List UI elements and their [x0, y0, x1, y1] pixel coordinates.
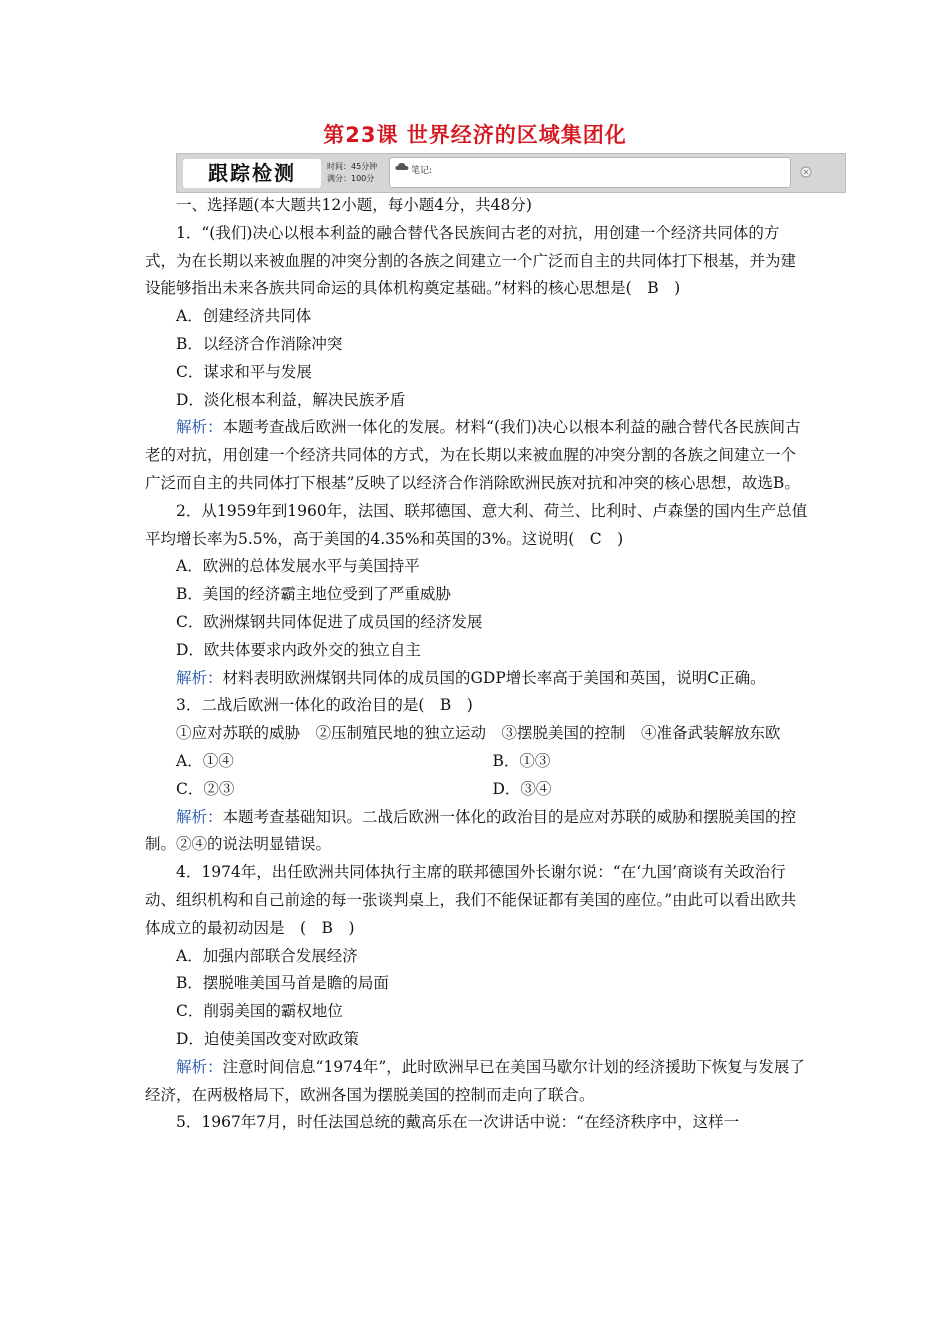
option-c: C．谋求和平与发展 — [176, 362, 312, 381]
option-a: A．欧洲的总体发展水平与美国持平 — [176, 557, 420, 576]
page-title: 第23课 世界经济的区域集团化 — [323, 123, 627, 147]
section-heading: 一、选择题(本大题共12小题，每小题4分，共48分) — [176, 196, 532, 214]
notes-box[interactable] — [389, 157, 791, 188]
analysis — [145, 804, 809, 860]
banner-meta — [327, 161, 377, 185]
option-d: D．欧共体要求内政外交的独立自主 — [176, 640, 421, 659]
option-a: A．创建经济共同体 — [176, 307, 312, 326]
analysis-text: 注意时间信息“1974年”，此时欧洲早已在美国马歇尔计划的经济援助下恢复与发展了经济，在两极格局下，欧洲各国为摆脱美国的控制而走向了联合。 — [145, 1057, 805, 1104]
analysis — [145, 665, 809, 693]
option-c: C．②③ — [176, 779, 235, 798]
analysis-label: 解析： — [176, 1057, 223, 1076]
analysis — [145, 414, 809, 497]
option-row — [145, 776, 809, 804]
option-a: A．①④ — [176, 751, 234, 770]
close-icon[interactable] — [800, 166, 812, 178]
banner-badge: 跟踪检测 — [183, 159, 321, 188]
question-stem: 5．1967年7月，时任法国总统的戴高乐在一次讲话中说：“在经济秩序中，这样一 — [176, 1113, 740, 1132]
question-stem: 2．从1959年到1960年，法国、联邦德国、意大利、荷兰、比利时、卢森堡的国内生产总值平均增长率为5.5%，高于美国的4.35%和英国的3%。这说明( C ) — [145, 501, 808, 548]
notes-label: 笔记: — [411, 166, 433, 176]
question-stem: 4．1974年，出任欧洲共同体执行主席的联邦德国外长谢尔说：“在‘九国’商谈有关政治行动、组织机构和自己前途的每一张谈判桌上，我们不能保证都有美国的座位。”由此可以看出欧共体成立的最初动因是 ( B ) — [145, 863, 797, 937]
option-c: C．欧洲煤钢共同体促进了成员国的经济发展 — [176, 612, 483, 631]
analysis-label: 解析： — [176, 807, 223, 826]
analysis-label: 解析： — [176, 668, 223, 687]
analysis — [145, 1054, 809, 1110]
option-a: A．加强内部联合发展经济 — [176, 946, 358, 965]
time-limit: 时间：45分钟 — [327, 162, 378, 171]
option-b: B．以经济合作消除冲突 — [176, 334, 343, 353]
question-statements: ①应对苏联的威胁 ②压制殖民地的独立运动 ③摆脱美国的控制 ④准备武装解放东欧 — [176, 724, 781, 743]
full-score: 满分：100分 — [327, 174, 375, 183]
analysis-text: 本题考查基础知识。二战后欧洲一体化的政治目的是应对苏联的威胁和摆脱美国的控制。②④的说法明显错误。 — [145, 807, 797, 854]
cloud-icon — [395, 162, 409, 171]
option-d: D．迫使美国改变对欧政策 — [176, 1029, 359, 1048]
analysis-text: 材料表明欧洲煤钢共同体的成员国的GDP增长率高于美国和英国，说明C正确。 — [222, 668, 766, 687]
tracking-banner — [176, 153, 846, 193]
option-d: D．淡化根本利益，解决民族矛盾 — [176, 390, 406, 409]
analysis-text: 本题考查战后欧洲一体化的发展。材料“(我们)决心以根本利益的融合替代各民族间古老的对抗，用创建一个经济共同体的方式，为在长期以来被血腥的冲突分割的各族之间建立一个广泛而自主的共同体打下根基”反映了以经济合作消除欧洲民族对抗和冲突的核心思想，故选B。 — [145, 418, 801, 492]
question-stem: 3．二战后欧洲一体化的政治目的是( B ) — [176, 696, 473, 715]
option-b: B．①③ — [492, 751, 551, 770]
option-d: D．③④ — [492, 779, 552, 798]
question-stem: 1．“(我们)决心以根本利益的融合替代各民族间古老的对抗，用创建一个经济共同体的方式，为在长期以来被血腥的冲突分割的各族之间建立一个广泛而自主的共同体打下根基，并为建设能够指出未来各族共同命运的具体机构奠定基础。”材料的核心思想是( B ) — [145, 223, 797, 298]
option-b: B．摆脱唯美国马首是瞻的局面 — [176, 974, 389, 993]
question-content — [145, 192, 809, 1137]
analysis-label: 解析： — [176, 418, 223, 437]
option-c: C．削弱美国的霸权地位 — [176, 1002, 343, 1021]
option-row — [145, 748, 809, 776]
option-b: B．美国的经济霸主地位受到了严重威胁 — [176, 585, 451, 604]
